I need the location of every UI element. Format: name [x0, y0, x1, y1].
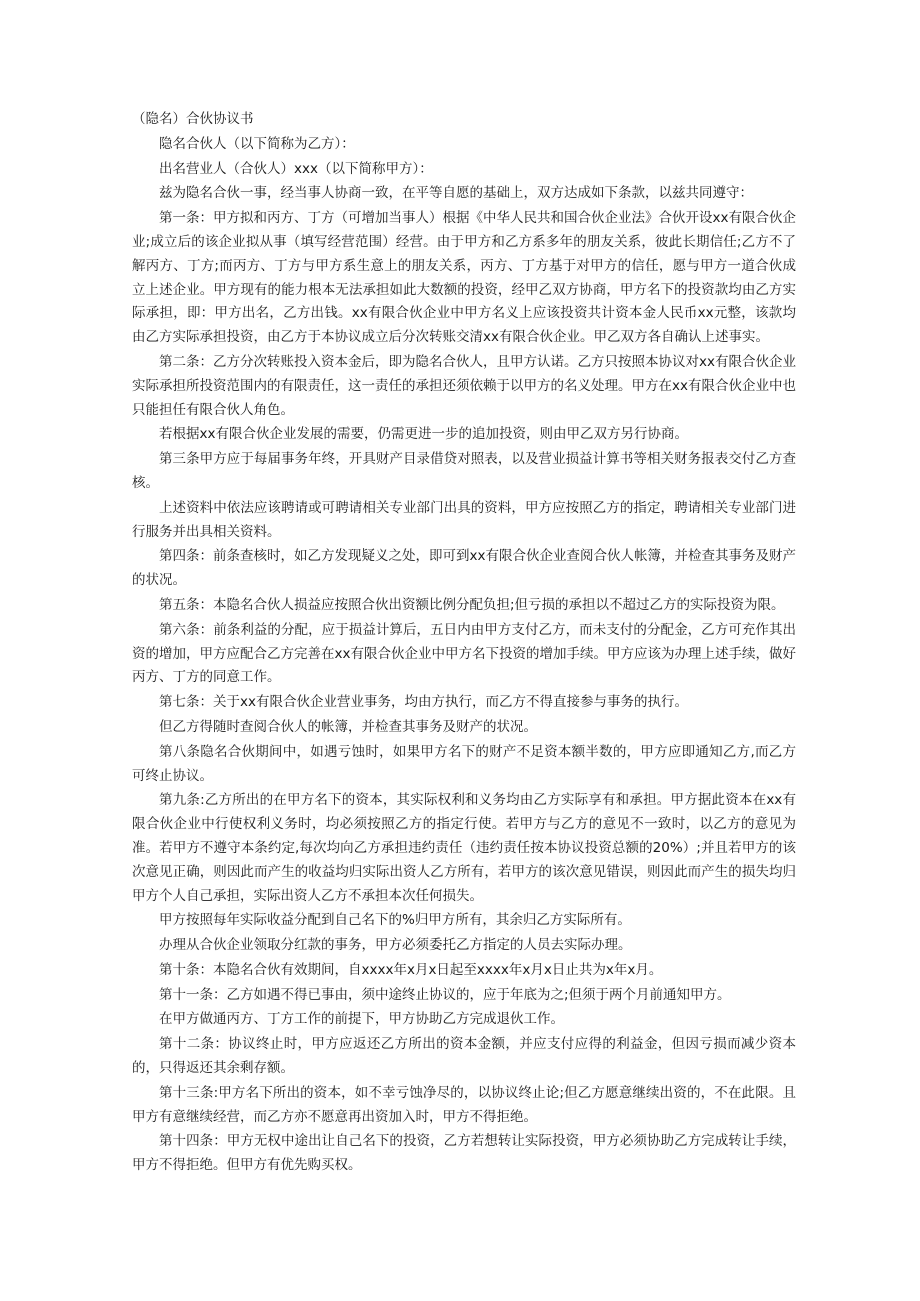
clause-10: 第十条：本隐名合伙有效期间，自xxxx年x月x日起至xxxx年x月x日止共为x年x月。 [159, 961, 663, 978]
clause-4: 第四条：前条查核时，如乙方发现疑义之处，即可到xx有限合伙企业查阅合伙人帐簿，并检查其事务及财产的状况。 [132, 548, 796, 589]
clause-7: 第七条：关于xx有限合伙企业营业事务，均由方执行，而乙方不得直接参与事务的执行。 [159, 694, 688, 711]
clause-11: 第十一条：乙方如遇不得已事由，须中途终止协议的，应于年底为之;但须于两个月前通知甲方。 [159, 986, 731, 1003]
clause-5: 第五条：本隐名合伙人损益应按照合伙出资额比例分配负担;但亏损的承担以不超过乙方的实际投资为限。 [159, 596, 785, 613]
clause-3-addendum: 上述资料中依法应该聘请或可聘请相关专业部门出具的资料，甲方应按照乙方的指定，聘请相关专业部门进行服务并出具相关资料。 [132, 499, 796, 540]
clause-9-addendum-profit: 甲方按照每年实际收益分配到自己名下的%归甲方所有，其余归乙方实际所有。 [159, 912, 631, 929]
clause-2-addendum: 若根据xx有限合伙企业发展的需要，仍需更进一步的追加投资，则由甲乙双方另行协商。 [159, 426, 688, 443]
clause-8: 第八条隐名合伙期间中，如遇亏蚀时，如果甲方名下的财产不足资本额半数的，甲方应即通知乙方,而乙方可终止协议。 [132, 743, 796, 784]
clause-12: 第十二条：协议终止时，甲方应返还乙方所出的资本金额，并应支付应得的利益金，但因亏损而减少资本的，只得返还其余剩存额。 [132, 1036, 796, 1077]
clause-11-addendum: 在甲方做通丙方、丁方工作的前提下，甲方协助乙方完成退伙工作。 [159, 1011, 564, 1028]
clause-9: 第九条:乙方所出的在甲方名下的资本，其实际权利和义务均由乙方实际享有和承担。甲方据此资本在xx有限合伙企业中行使权利义务时，均必须按照乙方的指定行使。若甲方与乙方的意见不一致时，以乙方的意见为准。若甲方不遵守本条约定,每次均向乙方承担违约责任（违约责任按本协议投资总额的20%）;并且若甲方的该次意见正确，则因此而产生的收益均归实际出资人乙方所有，若甲方的该次意见错误，则因此而产生的损失均归甲方个人自己承担，实际出资人乙方不承担本次任何损失。 [132, 792, 796, 904]
document-title: （隐名）合伙协议书 [132, 111, 254, 127]
clause-14: 第十四条：甲方无权中途出让自己名下的投资，乙方若想转让实际投资，甲方必须协助乙方完成转让手续，甲方不得拒绝。但甲方有优先购买权。 [132, 1133, 796, 1174]
clause-13: 第十三条:甲方名下所出的资本，如不幸亏蚀净尽的，以协议终止论;但乙方愿意继续出资的，不在此限。且甲方有意继续经营，而乙方亦不愿意再出资加入时，甲方不得拒绝。 [132, 1084, 796, 1125]
agreement-document [132, 108, 796, 1179]
paragraph-silent-partner: 隐名合伙人（以下简称为乙方）： [159, 135, 355, 152]
clause-7-addendum: 但乙方得随时查阅合伙人的帐簿，并检查其事务及财产的状况。 [159, 718, 537, 735]
paragraph-named-partner: 出名营业人（合伙人）xxx（以下简称甲方）： [159, 160, 433, 177]
clause-2: 第二条：乙方分次转账投入资本金后，即为隐名合伙人，且甲方认诺。乙方只按照本协议对xx有限合伙企业实际承担所投资范围内的有限责任，这一责任的承担还须依赖于以甲方的名义处理。甲方在xx有限合伙企业中也只能担任有限合伙人角色。 [132, 353, 796, 418]
clause-6: 第六条：前条利益的分配，应于损益计算后，五日内由甲方支付乙方，而未支付的分配金，乙方可充作其出资的增加，甲方应配合乙方完善在xx有限合伙企业中甲方名下投资的增加手续。甲方应该为办理上述手续，做好丙方、丁方的同意工作。 [132, 621, 796, 686]
clause-3: 第三条甲方应于每届事务年终，开具财产目录借贷对照表，以及营业损益计算书等相关财务报表交付乙方查核。 [132, 451, 796, 491]
clause-9-addendum-dividend: 办理从合伙企业领取分红款的事务，甲方必须委托乙方指定的人员去实际办理。 [159, 937, 632, 954]
clause-1: 第一条：甲方拟和丙方、丁方（可增加当事人）根据《中华人民共和国合伙企业法》合伙开设xx有限合伙企业;成立后的该企业拟从事（填写经营范围）经营。由于甲方和乙方系多年的朋友关系，彼此长期信任;乙方不了解丙方、丁方;而丙方、丁方与甲方系生意上的朋友关系，丙方、丁方基于对甲方的信任，愿与甲方一道合伙成立上述企业。甲方现有的能力根本无法承担如此大数额的投资，经甲乙双方协商，甲方名下的投资款均由乙方实际承担，即：甲方出名，乙方出钱。xx有限合伙企业中甲方名义上应该投资共计资本金人民币xx元整，该款均由乙方实际承担投资，由乙方于本协议成立后分次转账交清xx有限合伙企业。甲乙双方各自确认上述事实。 [132, 210, 796, 346]
paragraph-preamble: 兹为隐名合伙一事，经当事人协商一致，在平等自愿的基础上，双方达成如下条款，以兹共同遵守： [159, 185, 753, 202]
